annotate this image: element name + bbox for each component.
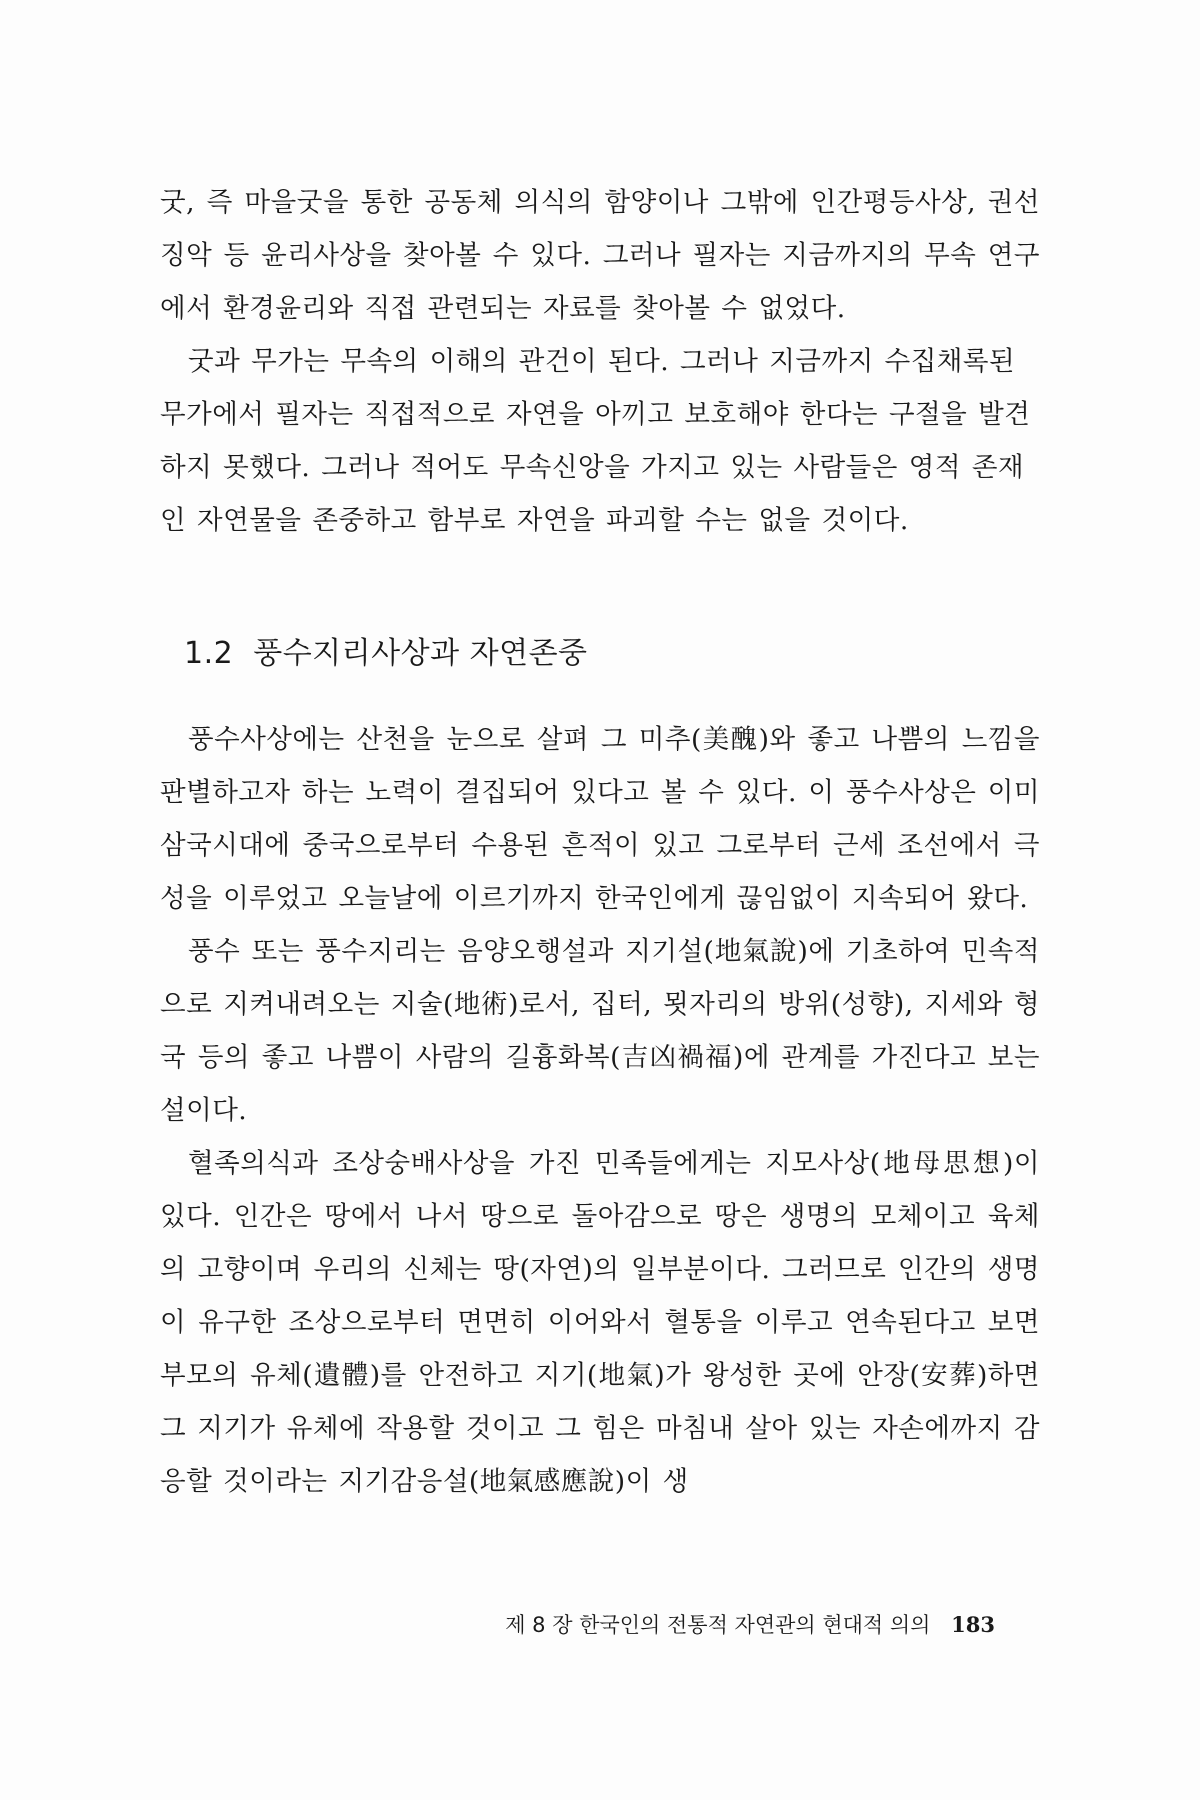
section-heading <box>184 628 588 672</box>
paragraph: 풍수 또는 풍수지리는 음양오행설과 지기설(地氣說)에 기초하여 민속적으로 지켜내려오는 지술(地術)로서, 집터, 묏자리의 방위(성향), 지세와 형국 등의 좋고 나쁨이 사람의 길흉화복(吉凶禍福)에 관계를 가진다고 보는 설이다. <box>160 936 1040 1126</box>
paragraph: 굿과 무가는 무속의 이해의 관건이 된다. 그러나 지금까지 수집채록된 무가에서 필자는 직접적으로 자연을 아끼고 보호해야 한다는 구절을 발견하지 못했다. 그러나 적어도 무속신앙을 가지고 있는 사람들은 영적 존재인 자연물을 존중하고 함부로 자연을 파괴할 수는 없을 것이다. <box>160 346 1031 536</box>
body-text-top <box>160 176 1040 547</box>
paragraph: 굿, 즉 마을굿을 통한 공동체 의식의 함양이나 그밖에 인간평등사상, 권선징악 등 윤리사상을 찾아볼 수 있다. 그러나 필자는 지금까지의 무속 연구에서 환경윤리와 직접 관련되는 자료를 찾아볼 수 없었다. <box>160 187 1040 324</box>
running-footer <box>505 1609 995 1639</box>
chapter-title: 한국인의 전통적 자연관의 현대적 의의 <box>579 1613 931 1637</box>
paragraph: 풍수사상에는 산천을 눈으로 살펴 그 미추(美醜)와 좋고 나쁨의 느낌을 판별하고자 하는 노력이 결집되어 있다고 볼 수 있다. 이 풍수사상은 이미 삼국시대에 중국으로부터 수용된 흔적이 있고 그로부터 근세 조선에서 극성을 이루었고 오늘날에 이르기까지 한국인에게 끊임없이 지속되어 왔다. <box>160 724 1040 914</box>
page-number: 183 <box>951 1612 995 1637</box>
paragraph: 혈족의식과 조상숭배사상을 가진 민족들에게는 지모사상(地母思想)이 있다. 인간은 땅에서 나서 땅으로 돌아감으로 땅은 생명의 모체이고 육체의 고향이며 우리의 신체는 땅(자연)의 일부분이다. 그러므로 인간의 생명이 유구한 조상으로부터 면면히 이어와서 혈통을 이루고 연속된다고 보면 부모의 유체(遺體)를 안전하고 지기(地氣)가 왕성한 곳에 안장(安葬)하면 그 지기가 유체에 작용할 것이고 그 힘은 마침내 살아 있는 자손에까지 감응할 것이라는 지기감응설(地氣感應說)이 생 <box>160 1148 1040 1497</box>
section-title: 풍수지리사상과 자연존중 <box>253 636 588 671</box>
section-number: 1.2 <box>184 636 234 671</box>
chapter-label: 제 8 장 <box>505 1613 573 1637</box>
body-text-bottom <box>160 713 1040 1508</box>
